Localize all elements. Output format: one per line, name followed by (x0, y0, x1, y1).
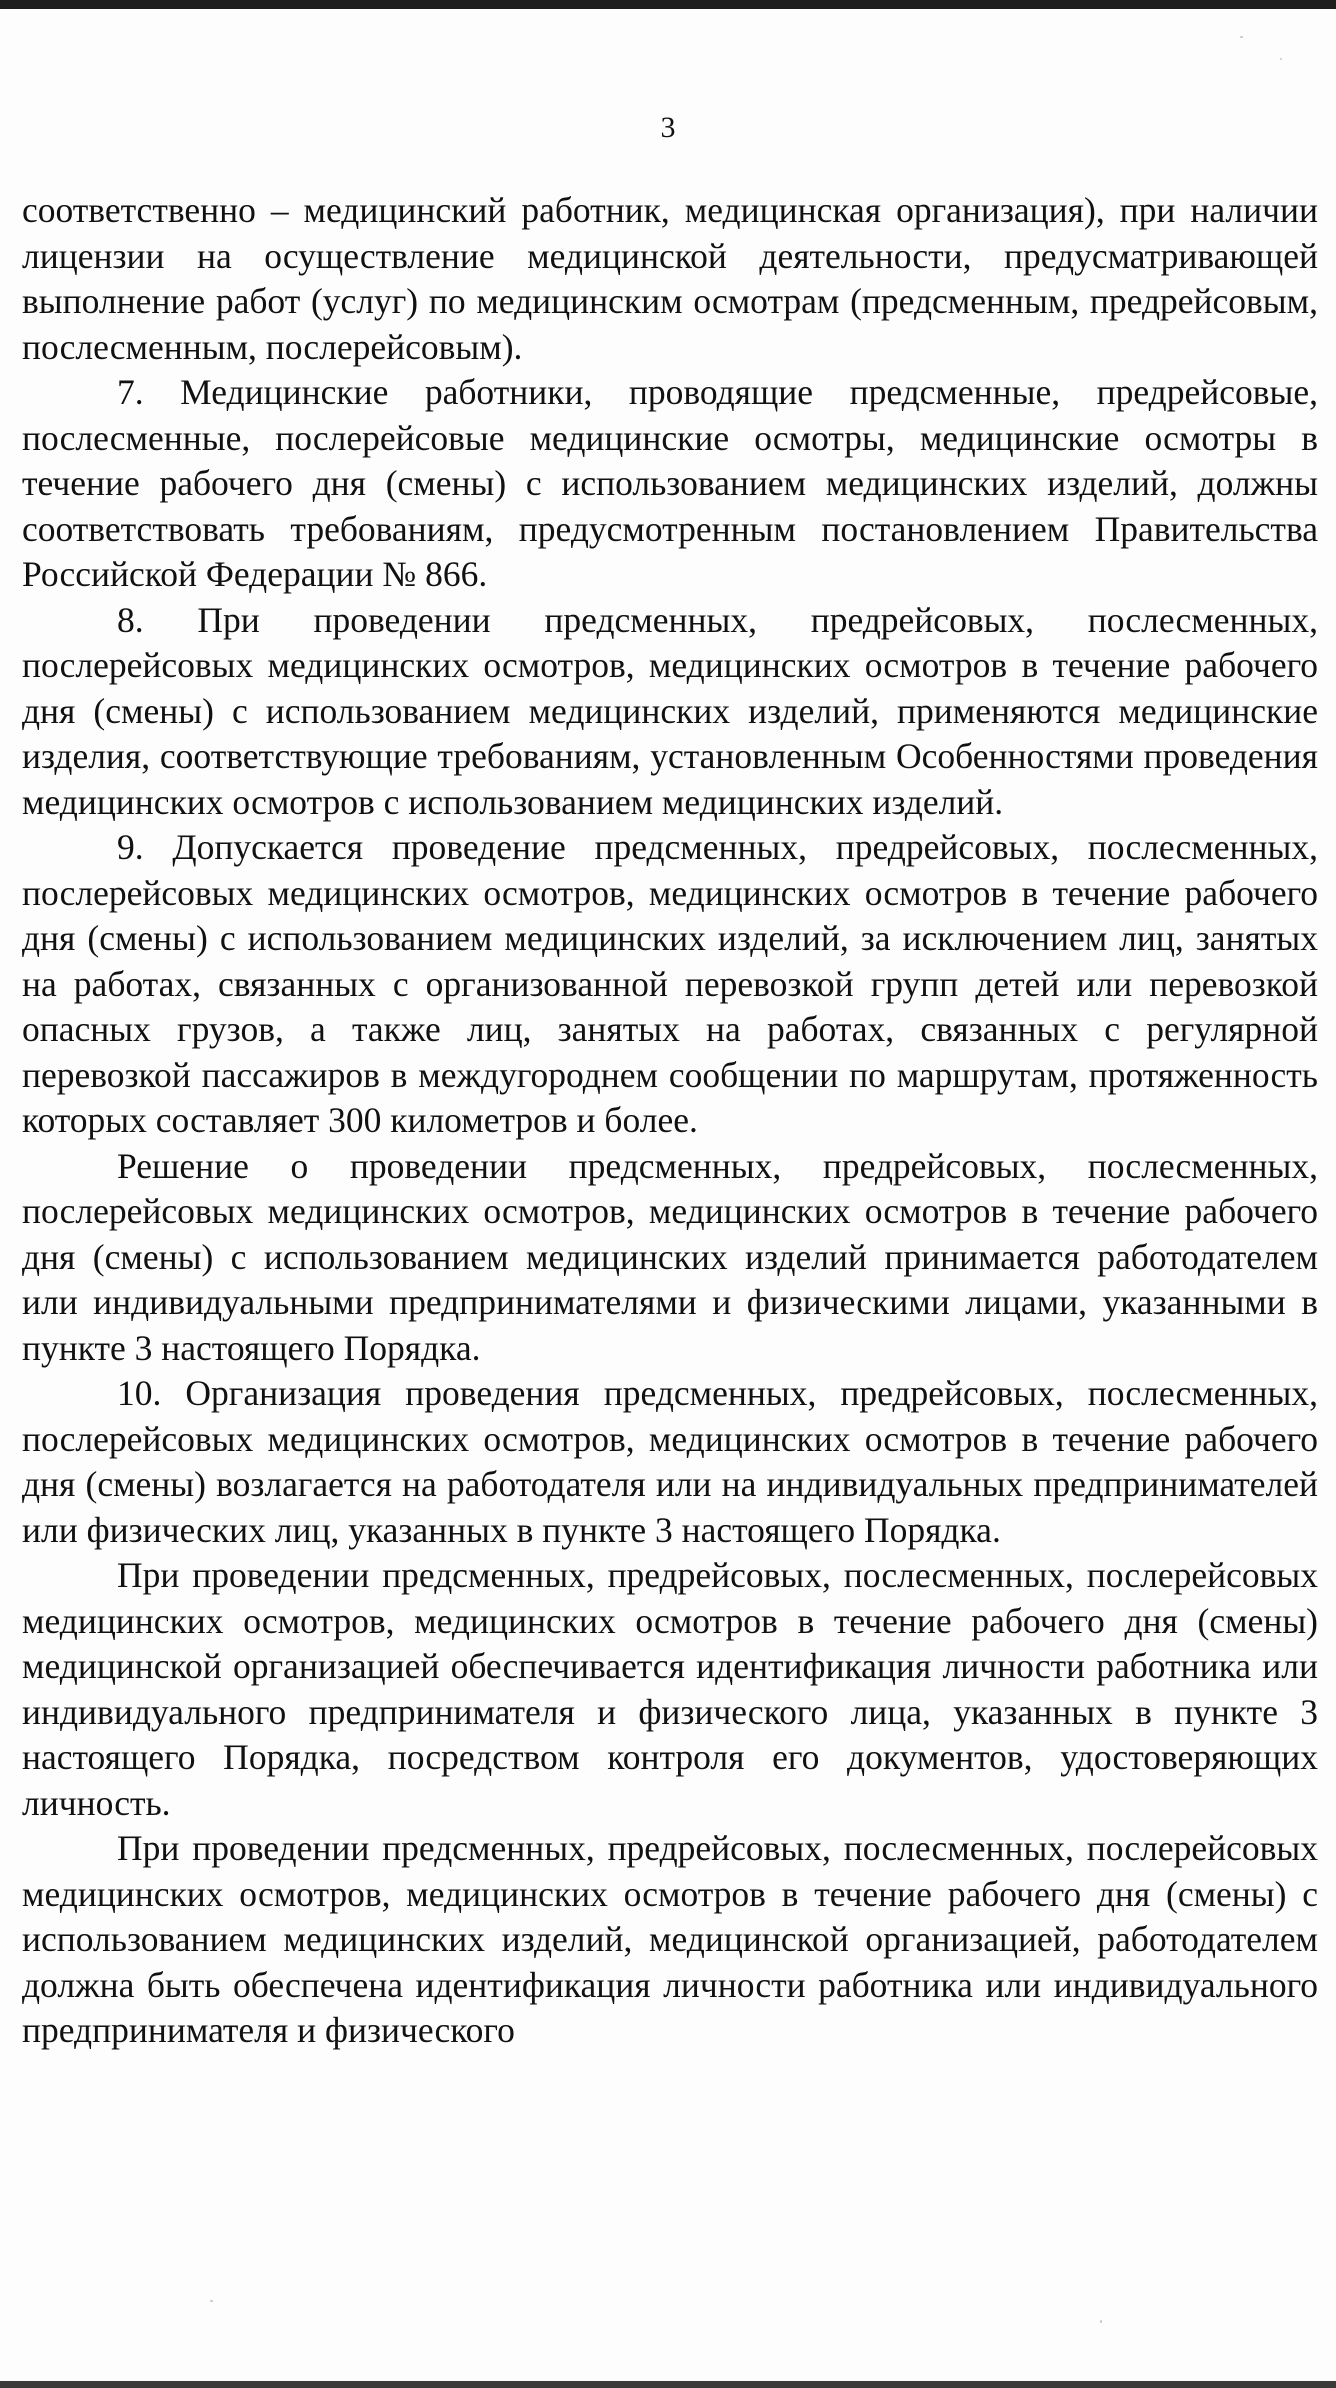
item-number: 9. (117, 827, 144, 867)
paragraph-identification-devices (22, 1826, 1318, 2054)
paragraph-identification (22, 1553, 1318, 1826)
paragraph-text: Медицинские работники, проводящие предсменные, предрейсовые, послесменные, послерейсовые медицинские осмотры, медицинские осмотры в течение рабочего дня (смены) с использованием медицинских изделий, должны соответствовать требованиям, предусмотренным постановлением Правительства Российской Федерации № 866. (22, 372, 1318, 594)
paragraph-text: Организация проведения предсменных, предрейсовых, послесменных, послерейсовых медицинских осмотров, медицинских осмотров в течение рабочего дня (смены) возлагается на работодателя или на индивидуальных предпринимателей или физических лиц, указанных в пункте 3 настоящего Порядка. (22, 1373, 1318, 1550)
scan-top-edge (0, 0, 1336, 9)
document-body (22, 188, 1318, 2054)
scan-speck (210, 2300, 213, 2302)
paragraph-text: При проведении предсменных, предрейсовых, послесменных, послерейсовых медицинских осмотров, медицинских осмотров в течение рабочего дня (смены) с использованием медицинских изделий, применяются медицинские изделия, соответствующие требованиям, установленным Особенностями проведения медицинских осмотров с использованием медицинских изделий. (22, 599, 1318, 822)
scan-speck (1100, 2320, 1102, 2323)
paragraph-text: соответственно – медицинский работник, медицинская организация), при наличии лицензии на осуществление медицинской деятельности, предусматривающей выполнение работ (услуг) по медицинским осмотрам (предсменным, предрейсовым, послесменным, послерейсовым). (22, 190, 1318, 367)
page-number: 3 (660, 111, 676, 144)
paragraph-text: При проведении предсменных, предрейсовых, послесменных, послерейсовых медицинских осмотров, медицинских осмотров в течение рабочего дня (смены) медицинской организацией обеспечивается идентификация личности работника или индивидуального предпринимателя и физического лица, указанных в пункте 3 настоящего Порядка, посредством контроля его документов, удостоверяющих личность. (22, 1555, 1318, 1823)
paragraph-item-10 (22, 1371, 1318, 1553)
item-number: 8. (117, 599, 144, 640)
paragraph-text: Решение о проведении предсменных, предрейсовых, послесменных, послерейсовых медицинских осмотров, медицинских осмотров в течение рабочего дня (смены) с использованием медицинских изделий принимается работодателем или индивидуальными предпринимателями и физическими лицами, указанными в пункте 3 настоящего Порядка. (22, 1145, 1318, 1368)
paragraph-item-7 (22, 370, 1318, 598)
scan-speck (1280, 58, 1282, 60)
paragraph-text: Допускается проведение предсменных, предрейсовых, послесменных, послерейсовых медицинских осмотров, медицинских осмотров в течение рабочего дня (смены) с использованием медицинских изделий, за исключением лиц, занятых на работах, связанных с организованной перевозкой групп детей или перевозкой опасных грузов, а также лиц, занятых на работах, связанных с регулярной перевозкой пассажиров в междугороднем сообщении по маршрутам, протяженность которых составляет 300 километров и более. (22, 827, 1319, 1140)
item-number: 7. (117, 372, 144, 412)
scan-bottom-edge (0, 2381, 1336, 2388)
paragraph-text: При проведении предсменных, предрейсовых, послесменных, послерейсовых медицинских осмотров, медицинских осмотров в течение рабочего дня (смены) с использованием медицинских изделий, медицинской организацией, работодателем должна быть обеспечена идентификация личности работника или индивидуального предпринимателя и физического (22, 1828, 1318, 2050)
item-number: 10. (117, 1373, 162, 1413)
scan-speck (1240, 36, 1243, 38)
paragraph-decision (22, 1144, 1318, 1372)
paragraph-item-9 (22, 825, 1318, 1144)
paragraph-continuation (22, 188, 1318, 370)
paragraph-item-8 (22, 598, 1318, 826)
